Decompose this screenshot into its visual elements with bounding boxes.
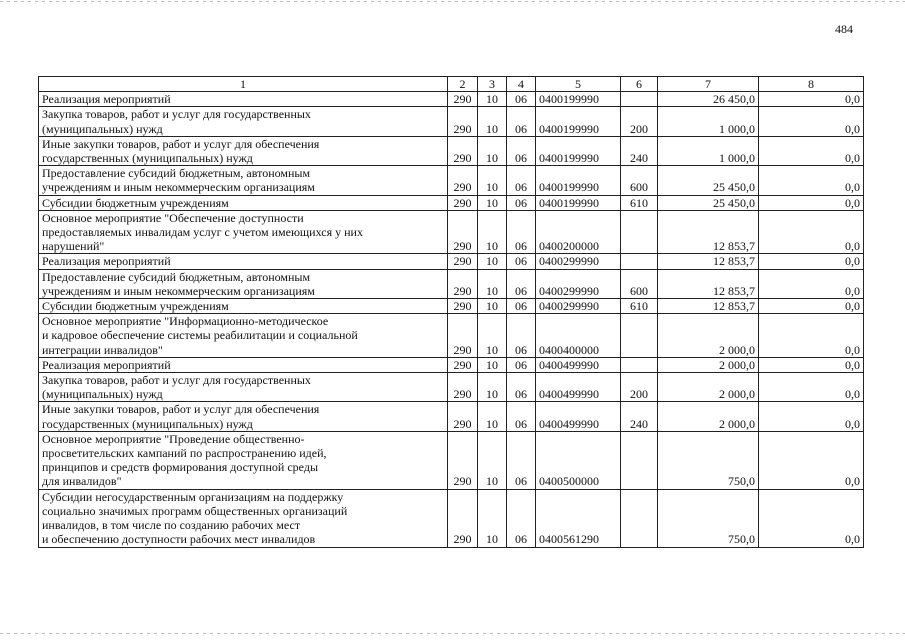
col7-amount-cell: 25 450,0 [658,166,759,195]
col4-cell: 06 [507,431,536,489]
col3-cell: 10 [478,357,507,372]
col4-cell: 06 [507,299,536,314]
col2-cell: 290 [448,92,478,107]
col6-cell [621,489,658,547]
table-row [39,107,864,136]
col2-cell: 290 [448,402,478,431]
col4-cell: 06 [507,269,536,298]
col4-cell: 06 [507,210,536,254]
table-header [39,77,864,92]
col8-amount-cell: 0,0 [759,431,864,489]
col4-cell: 06 [507,136,536,165]
col7-amount-cell: 2 000,0 [658,357,759,372]
col7-amount-cell: 12 853,7 [658,269,759,298]
col5-code-cell: 0400299990 [536,269,621,298]
table-row [39,210,864,254]
table-row [39,402,864,431]
row-name-cell: Предоставление субсидий бюджетным, автономным учреждениям и иным некоммерческим организациям [39,269,448,298]
column-header-8: 8 [759,77,864,92]
col8-amount-cell: 0,0 [759,254,864,269]
header-row [39,77,864,92]
col3-cell: 10 [478,195,507,210]
table-body [39,92,864,547]
col6-cell: 610 [621,299,658,314]
row-name-cell: Субсидии бюджетным учреждениям [39,299,448,314]
col8-amount-cell: 0,0 [759,107,864,136]
col7-amount-cell: 750,0 [658,489,759,547]
row-name-cell: Реализация мероприятий [39,254,448,269]
table-row [39,254,864,269]
col7-amount-cell: 1 000,0 [658,107,759,136]
table-row [39,166,864,195]
col3-cell: 10 [478,269,507,298]
col4-cell: 06 [507,166,536,195]
col8-amount-cell: 0,0 [759,166,864,195]
col3-cell: 10 [478,136,507,165]
scan-artifact-top [0,1,905,2]
col5-code-cell: 0400199990 [536,92,621,107]
col2-cell: 290 [448,489,478,547]
row-name-cell: Основное мероприятие "Проведение общественно- просветительских кампаний по распространению идей, принципов и средств формирования доступной среды для инвалидов" [39,431,448,489]
col7-amount-cell: 12 853,7 [658,299,759,314]
table-row [39,431,864,489]
row-name-cell: Закупка товаров, работ и услуг для государственных (муниципальных) нужд [39,107,448,136]
col8-amount-cell: 0,0 [759,269,864,298]
col6-cell [621,92,658,107]
row-name-cell: Закупка товаров, работ и услуг для государственных (муниципальных) нужд [39,373,448,402]
col6-cell [621,357,658,372]
col3-cell: 10 [478,254,507,269]
column-header-5: 5 [536,77,621,92]
col8-amount-cell: 0,0 [759,402,864,431]
row-name-cell: Основное мероприятие "Информационно-методическое и кадровое обеспечение системы реабилитации и социальной интеграции инвалидов" [39,314,448,358]
table-row [39,489,864,547]
column-header-4: 4 [507,77,536,92]
col2-cell: 290 [448,195,478,210]
col2-cell: 290 [448,269,478,298]
column-header-7: 7 [658,77,759,92]
table-row [39,357,864,372]
col3-cell: 10 [478,299,507,314]
column-header-3: 3 [478,77,507,92]
row-name-cell: Реализация мероприятий [39,357,448,372]
budget-table [38,76,864,548]
col3-cell: 10 [478,402,507,431]
column-header-1: 1 [39,77,448,92]
col2-cell: 290 [448,314,478,358]
col5-code-cell: 0400199990 [536,166,621,195]
col4-cell: 06 [507,195,536,210]
col6-cell [621,254,658,269]
col4-cell: 06 [507,357,536,372]
row-name-cell: Предоставление субсидий бюджетным, автономным учреждениям и иным некоммерческим организациям [39,166,448,195]
col4-cell: 06 [507,254,536,269]
col6-cell: 600 [621,166,658,195]
col2-cell: 290 [448,299,478,314]
table-row [39,373,864,402]
col7-amount-cell: 1 000,0 [658,136,759,165]
col5-code-cell: 0400500000 [536,431,621,489]
table-row [39,92,864,107]
col6-cell: 610 [621,195,658,210]
col8-amount-cell: 0,0 [759,210,864,254]
col4-cell: 06 [507,314,536,358]
column-header-2: 2 [448,77,478,92]
row-name-cell: Иные закупки товаров, работ и услуг для обеспечения государственных (муниципальных) нужд [39,136,448,165]
col6-cell: 600 [621,269,658,298]
col5-code-cell: 0400400000 [536,314,621,358]
col5-code-cell: 0400299990 [536,254,621,269]
col2-cell: 290 [448,254,478,269]
col6-cell: 240 [621,402,658,431]
col4-cell: 06 [507,92,536,107]
col8-amount-cell: 0,0 [759,373,864,402]
col4-cell: 06 [507,107,536,136]
col8-amount-cell: 0,0 [759,195,864,210]
col8-amount-cell: 0,0 [759,92,864,107]
col3-cell: 10 [478,166,507,195]
col6-cell [621,431,658,489]
page-number: 484 [835,22,853,36]
col6-cell [621,210,658,254]
col8-amount-cell: 0,0 [759,314,864,358]
column-header-6: 6 [621,77,658,92]
col7-amount-cell: 12 853,7 [658,254,759,269]
col2-cell: 290 [448,136,478,165]
row-name-cell: Иные закупки товаров, работ и услуг для обеспечения государственных (муниципальных) нужд [39,402,448,431]
col3-cell: 10 [478,431,507,489]
col5-code-cell: 0400199990 [536,107,621,136]
col2-cell: 290 [448,210,478,254]
col6-cell: 240 [621,136,658,165]
col3-cell: 10 [478,92,507,107]
col8-amount-cell: 0,0 [759,299,864,314]
col7-amount-cell: 2 000,0 [658,314,759,358]
col7-amount-cell: 2 000,0 [658,373,759,402]
col5-code-cell: 0400199990 [536,136,621,165]
col3-cell: 10 [478,373,507,402]
col6-cell [621,314,658,358]
table-row [39,136,864,165]
row-name-cell: Реализация мероприятий [39,92,448,107]
row-name-cell: Субсидии негосударственным организациям на поддержку социально значимых программ общественных организаций инвалидов, в том числе по созданию рабочих мест и обеспечению доступности рабочих мест инвалидов [39,489,448,547]
col4-cell: 06 [507,489,536,547]
col5-code-cell: 0400499990 [536,373,621,402]
scan-artifact-bottom [0,633,905,634]
col2-cell: 290 [448,107,478,136]
col5-code-cell: 0400299990 [536,299,621,314]
col3-cell: 10 [478,489,507,547]
col3-cell: 10 [478,314,507,358]
table-row [39,195,864,210]
col7-amount-cell: 750,0 [658,431,759,489]
col6-cell: 200 [621,107,658,136]
col2-cell: 290 [448,373,478,402]
col8-amount-cell: 0,0 [759,136,864,165]
col5-code-cell: 0400199990 [536,195,621,210]
col4-cell: 06 [507,373,536,402]
col3-cell: 10 [478,210,507,254]
col7-amount-cell: 26 450,0 [658,92,759,107]
row-name-cell: Основное мероприятие "Обеспечение доступности предоставляемых инвалидам услуг с учетом имеющихся у них нарушений" [39,210,448,254]
table-row [39,299,864,314]
col2-cell: 290 [448,431,478,489]
col6-cell: 200 [621,373,658,402]
col2-cell: 290 [448,357,478,372]
col8-amount-cell: 0,0 [759,357,864,372]
col5-code-cell: 0400200000 [536,210,621,254]
col5-code-cell: 0400499990 [536,402,621,431]
col5-code-cell: 0400561290 [536,489,621,547]
col2-cell: 290 [448,166,478,195]
row-name-cell: Субсидии бюджетным учреждениям [39,195,448,210]
col8-amount-cell: 0,0 [759,489,864,547]
col7-amount-cell: 12 853,7 [658,210,759,254]
table-row [39,269,864,298]
col5-code-cell: 0400499990 [536,357,621,372]
col4-cell: 06 [507,402,536,431]
col7-amount-cell: 2 000,0 [658,402,759,431]
col3-cell: 10 [478,107,507,136]
table-row [39,314,864,358]
col7-amount-cell: 25 450,0 [658,195,759,210]
